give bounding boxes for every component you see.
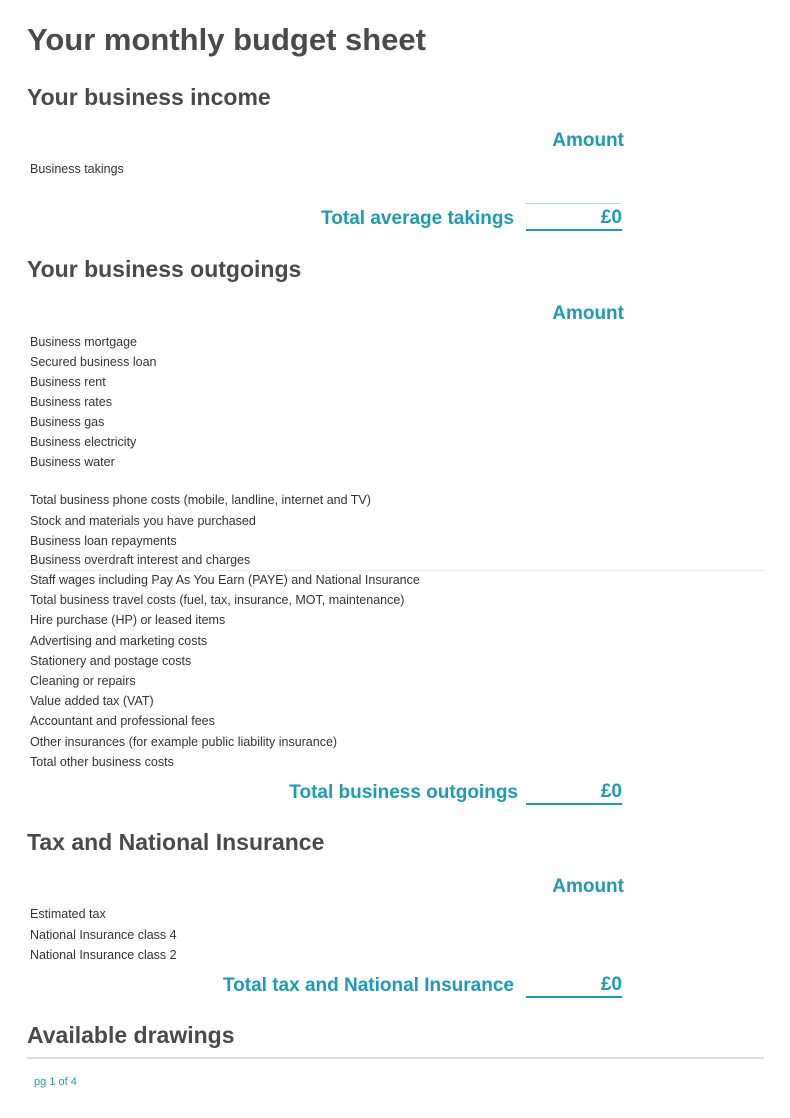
outgoings-row: Business rates: [30, 395, 112, 409]
tax-total-value: £0: [526, 974, 622, 998]
outgoings-total-label: Total business outgoings: [289, 782, 518, 803]
tax-row: Estimated tax: [30, 907, 106, 921]
section-divider: [27, 1057, 764, 1059]
outgoings-row: Business gas: [30, 415, 105, 429]
outgoings-row: Stationery and postage costs: [30, 654, 192, 668]
income-row: Business takings: [30, 162, 124, 176]
outgoings-row: Other insurances (for example public liability insurance): [30, 735, 338, 749]
outgoings-total-value: £0: [526, 781, 622, 805]
tax-heading: Tax and National Insurance: [27, 829, 325, 855]
outgoings-heading: Your business outgoings: [27, 256, 302, 282]
income-input-line[interactable]: [526, 203, 620, 204]
tax-row: National Insurance class 2: [30, 948, 177, 962]
outgoings-row: Business rent: [30, 375, 106, 389]
drawings-heading: Available drawings: [27, 1022, 235, 1048]
tax-total-label: Total tax and National Insurance: [222, 975, 514, 996]
outgoings-row: Secured business loan: [30, 355, 157, 369]
outgoings-row: Total business phone costs (mobile, landline, internet and TV): [30, 493, 371, 507]
tax-row: National Insurance class 4: [30, 928, 177, 942]
outgoings-amount-header: Amount: [552, 303, 624, 324]
outgoings-row: Business electricity: [30, 435, 137, 449]
income-total-label: Total average takings: [321, 208, 514, 229]
outgoings-row: Cleaning or repairs: [30, 674, 136, 688]
outgoings-row: Business loan repayments: [30, 534, 177, 548]
outgoings-row: Advertising and marketing costs: [30, 634, 208, 648]
tax-amount-header: Amount: [552, 876, 624, 897]
outgoings-row: Staff wages including Pay As You Earn (PAYE) and National Insurance: [30, 573, 420, 587]
outgoings-row: Stock and materials you have purchased: [30, 514, 256, 528]
outgoings-row: Business overdraft interest and charges: [30, 553, 251, 567]
outgoings-row: Business mortgage: [30, 335, 138, 349]
page-title: Your monthly budget sheet: [27, 22, 426, 57]
row-divider: [27, 570, 764, 571]
income-amount-header: Amount: [552, 130, 624, 151]
outgoings-row: Business water: [30, 455, 115, 469]
income-heading: Your business income: [27, 84, 271, 110]
outgoings-row: Total business travel costs (fuel, tax, insurance, MOT, maintenance): [30, 593, 405, 607]
income-total-value: £0: [526, 207, 622, 231]
outgoings-row: Value added tax (VAT): [30, 694, 154, 708]
outgoings-row: Total other business costs: [30, 755, 174, 769]
outgoings-row: Accountant and professional fees: [30, 714, 215, 728]
outgoings-row: Hire purchase (HP) or leased items: [30, 613, 226, 627]
page-number: pg 1 of 4: [34, 1076, 77, 1088]
